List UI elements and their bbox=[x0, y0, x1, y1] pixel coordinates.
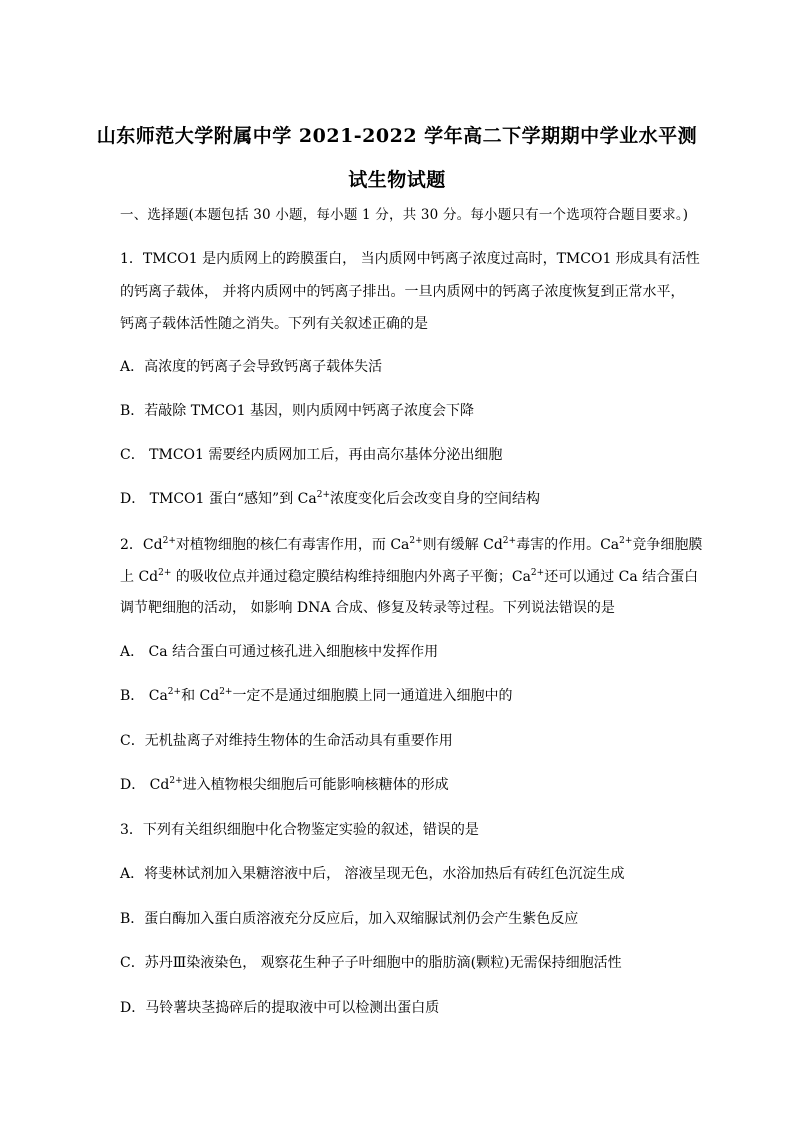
q2-option-b-text: B． Ca bbox=[120, 688, 168, 704]
q2-text: 对植物细胞的核仁有毒害作用，而 Ca bbox=[175, 537, 410, 553]
section-heading: 一、选择题(本题包括 30 小题，每小题 1 分，共 30 分。每小题只有一个选项符合题目要求。) bbox=[120, 207, 689, 223]
q2-charge: 2+ bbox=[502, 536, 517, 546]
q2-charge: 2+ bbox=[409, 536, 423, 546]
q2-option-c: C．无机盐离子对维持生物体的生命活动具有重要作用 bbox=[120, 733, 453, 749]
q2-stem-line1 bbox=[120, 537, 702, 553]
q3-option-c: C．苏丹Ⅲ染液染色， 观察花生种子子叶细胞中的脂肪滴(颗粒)无需保持细胞活性 bbox=[120, 955, 622, 971]
q1-option-d-text-end: 浓度变化后会改变自身的空间结构 bbox=[330, 491, 540, 507]
q2-option-b bbox=[120, 688, 512, 704]
q2-charge: 2+ bbox=[158, 568, 172, 578]
q1-option-b: B．若敲除 TMCO1 基因，则内质网中钙离子浓度会下降 bbox=[120, 403, 474, 419]
q1-option-a: A．高浓度的钙离子会导致钙离子载体失活 bbox=[120, 359, 383, 375]
q1-option-c: C． TMCO1 需要经内质网加工后，再由高尔基体分泌出细胞 bbox=[120, 447, 503, 463]
q2-option-d-text-end: 进入植物根尖细胞后可能影响核糖体的形成 bbox=[182, 777, 449, 793]
q2-charge: 2+ bbox=[619, 536, 633, 546]
q3-option-b: B．蛋白酶加入蛋白质溶液充分反应后，加入双缩脲试剂仍会产生紫色反应 bbox=[120, 911, 579, 927]
q2-option-b-charge: 2+ bbox=[219, 687, 233, 697]
q2-stem-line2 bbox=[120, 569, 698, 585]
q1-stem-line2: 的钙离子载体， 并将内质网中的钙离子排出。一旦内质网中的钙离子浓度恢复到正常水平， bbox=[120, 284, 685, 300]
q3-option-a: A．将斐林试剂加入果糖溶液中后， 溶液呈现无色，水浴加热后有砖红色沉淀生成 bbox=[120, 866, 625, 882]
q2-option-b-text: 和 Cd bbox=[181, 688, 220, 704]
q2-stem-line3: 调节靶细胞的活动， 如影响 DNA 合成、修复及转录等过程。下列说法错误的是 bbox=[120, 600, 615, 616]
q2-text: 还可以通过 Ca 结合蛋白 bbox=[544, 569, 699, 585]
q3-stem: 3．下列有关组织细胞中化合物鉴定实验的叙述，错误的是 bbox=[120, 822, 479, 838]
q1-stem-line3: 钙离子载体活性随之消失。下列有关叙述正确的是 bbox=[120, 316, 428, 332]
q2-option-d bbox=[120, 777, 449, 793]
q2-text: 上 Cd bbox=[120, 569, 159, 585]
q2-text: 2．Cd bbox=[120, 537, 163, 553]
q2-text: 竞争细胞膜 bbox=[632, 537, 703, 553]
q3-option-d: D．马铃薯块茎捣碎后的提取液中可以检测出蛋白质 bbox=[120, 1000, 440, 1016]
q2-text: 毒害的作用。Ca bbox=[516, 537, 620, 553]
q2-option-d-charge: 2+ bbox=[169, 776, 183, 786]
q2-charge: 2+ bbox=[530, 568, 545, 578]
q1-option-d bbox=[120, 491, 540, 507]
q2-option-b-charge: 2+ bbox=[167, 687, 182, 697]
q2-text: 的吸收位点并通过稳定膜结构维持细胞内外离子平衡；Ca bbox=[171, 569, 531, 585]
q2-option-b-text: 一定不是通过细胞膜上同一通道进入细胞中的 bbox=[232, 688, 513, 704]
q2-option-d-text: D． Cd bbox=[120, 777, 170, 793]
q1-stem-line1: 1．TMCO1 是内质网上的跨膜蛋白， 当内质网中钙离子浓度过高时，TMCO1 形成具有活性 bbox=[120, 251, 700, 267]
exam-title-line1: 山东师范大学附属中学 2021-2022 学年高二下学期期中学业水平测 bbox=[96, 125, 698, 147]
q1-option-d-text: D． TMCO1 蛋白“感知”到 Ca bbox=[120, 491, 317, 507]
q2-text: 则有缓解 Cd bbox=[422, 537, 503, 553]
q2-charge: 2+ bbox=[162, 536, 176, 546]
q1-option-d-charge: 2+ bbox=[316, 490, 330, 500]
exam-title-line2: 试生物试题 bbox=[348, 169, 446, 191]
q2-option-a: A． Ca 结合蛋白可通过核孔进入细胞核中发挥作用 bbox=[120, 644, 439, 660]
